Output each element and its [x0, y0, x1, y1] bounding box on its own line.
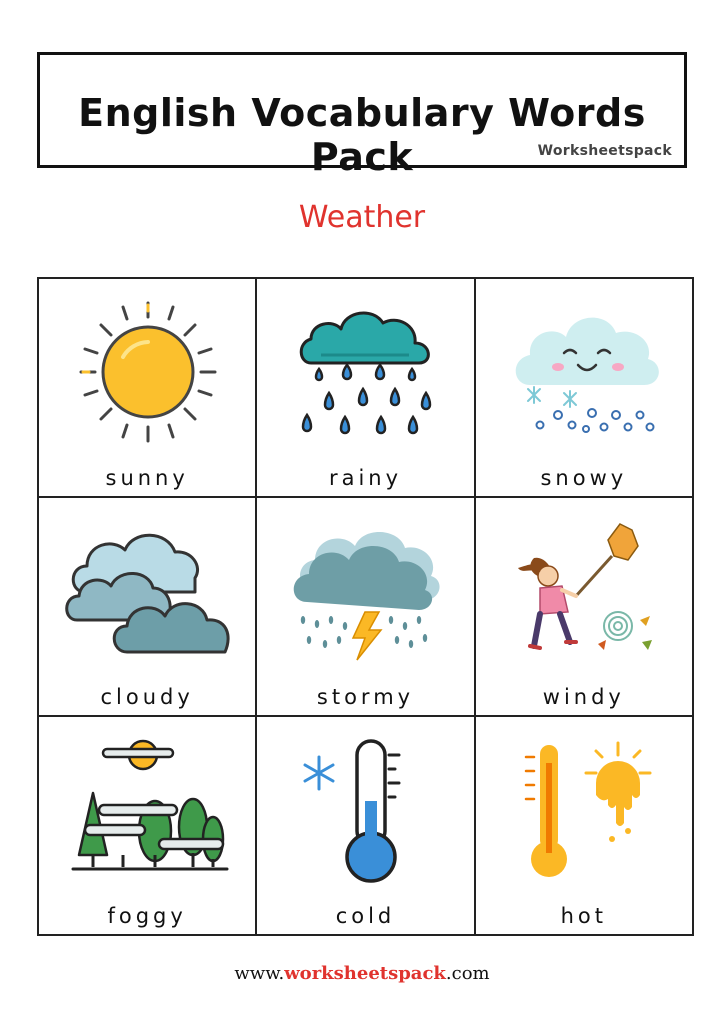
page-title: English Vocabulary Words Pack: [78, 91, 646, 179]
card-label: snowy: [540, 466, 628, 490]
cold-thermometer-icon: [281, 735, 451, 885]
card-label: cloudy: [100, 685, 194, 709]
snow-cloud-icon: [500, 297, 670, 447]
card-label: sunny: [105, 466, 189, 490]
vocabulary-grid: [37, 277, 694, 936]
publisher-name: Worksheetspack: [537, 143, 672, 159]
card-sunny: [38, 278, 256, 497]
card-label: windy: [542, 685, 625, 709]
card-label: stormy: [316, 685, 415, 709]
footer-prefix: www.: [234, 963, 285, 984]
card-cold: [256, 716, 474, 935]
card-cloudy: [38, 497, 256, 716]
card-foggy: [38, 716, 256, 935]
card-label: rainy: [328, 466, 403, 490]
clouds-icon: [63, 516, 233, 666]
card-hot: [475, 716, 693, 935]
card-snowy: [475, 278, 693, 497]
card-stormy: [256, 497, 474, 716]
card-label: hot: [560, 904, 608, 928]
footer-url: [0, 963, 724, 984]
header-box: [37, 52, 687, 179]
storm-cloud-icon: [281, 516, 451, 666]
sun-icon: [63, 297, 233, 447]
card-windy: [475, 497, 693, 716]
footer-brand: worksheetspack: [284, 963, 446, 984]
hot-thermometer-icon: [500, 735, 670, 885]
rain-cloud-icon: [281, 297, 451, 447]
card-label: foggy: [107, 904, 187, 928]
topic-title: Weather: [298, 200, 426, 235]
card-rainy: [256, 278, 474, 497]
windy-girl-icon: [500, 516, 670, 666]
fog-trees-icon: [63, 735, 233, 885]
footer-suffix: .com: [445, 963, 490, 984]
card-label: cold: [335, 904, 396, 928]
